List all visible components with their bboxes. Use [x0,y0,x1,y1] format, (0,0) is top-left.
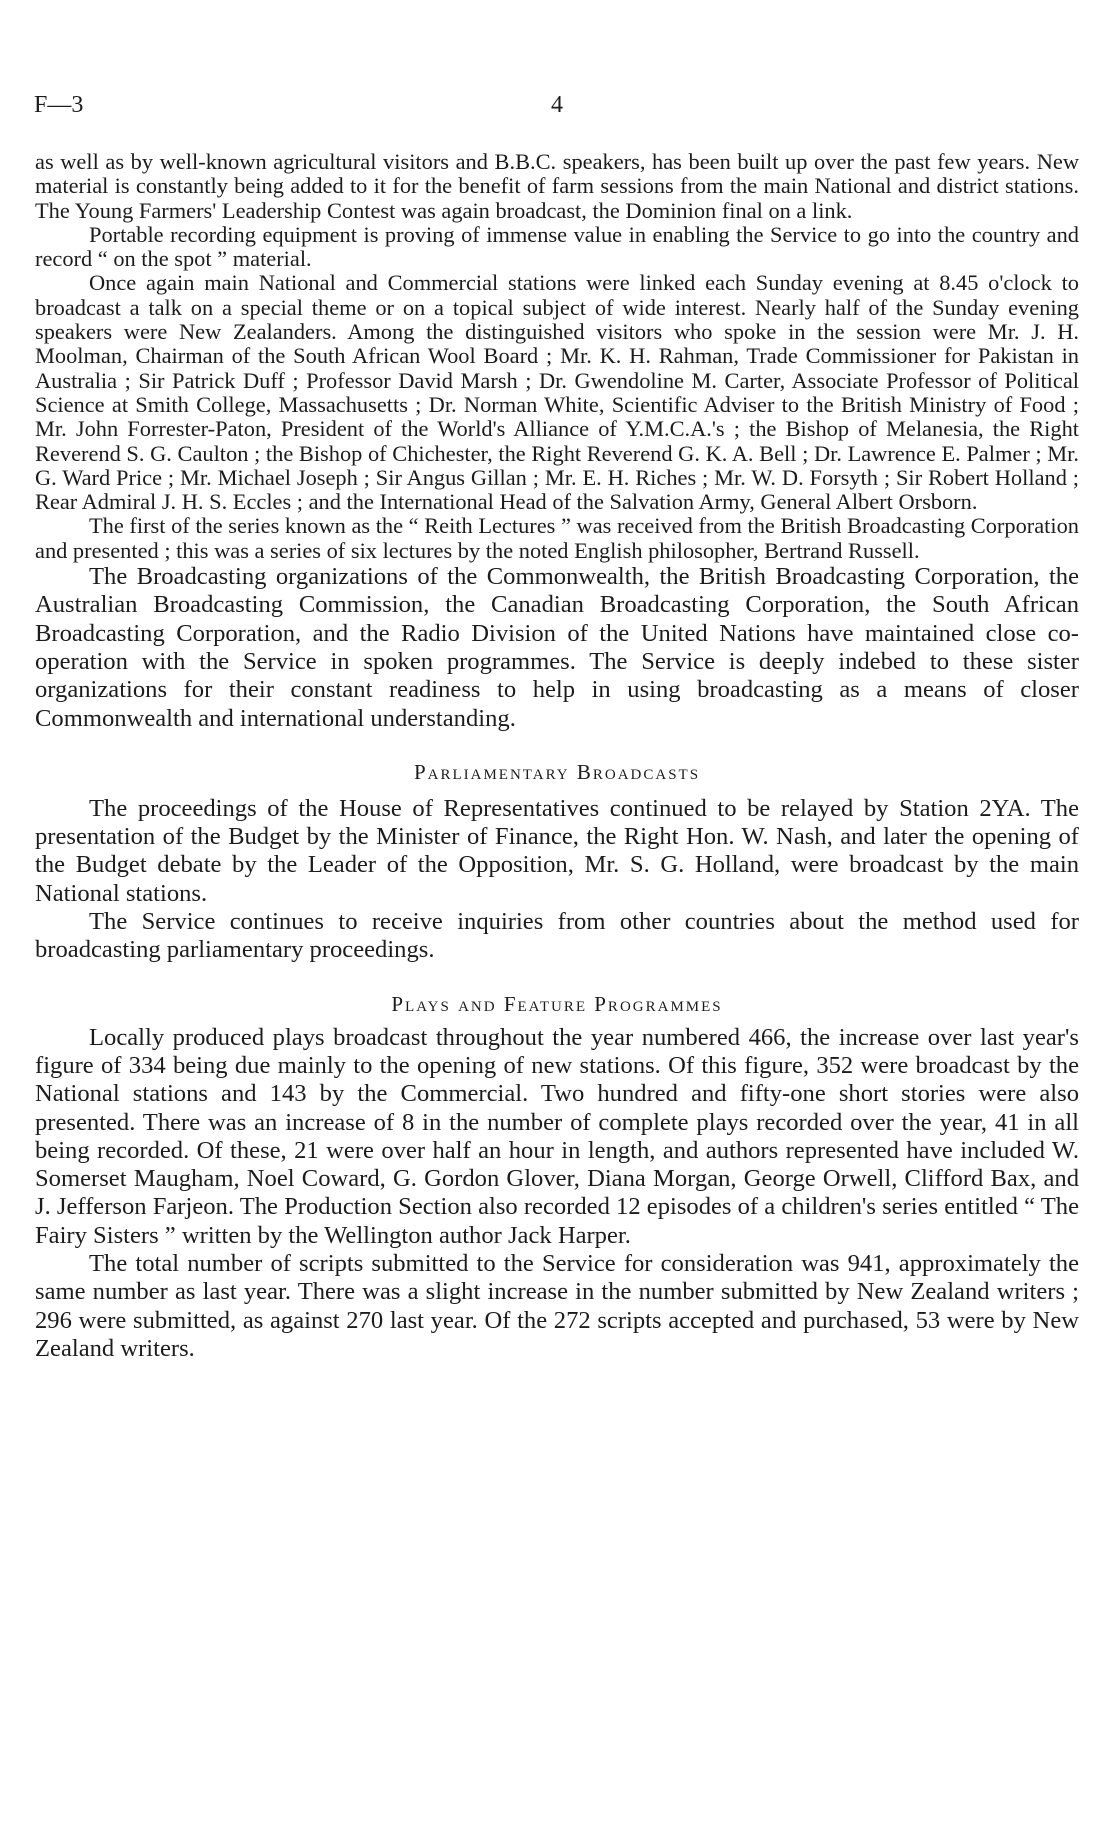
paragraph-farm-sessions-continued: as well as by well-known agricultural visitors and B.B.C. speakers, has been built up over the past few years. New material is constantly being added to it for the benefit of farm sessions from the main National and district stations. The Young Farmers' Leadership Contest was again broadcast, the Dominion final on a link. [35,149,1079,223]
section-heading-parliamentary: Parliamentary Broadcasts [413,759,701,784]
paragraph-scripts-submitted: The total number of scripts submitted to the Service for consideration was 941, approximately the same number as last year. There was a slight increase in the number submitted by New Zealand writers ; 296 were submitted, as against 270 last year. Of the 272 scripts accepted and purchased, 53 were by New Zealand writers. [35,1249,1079,1362]
page-number: 4 [551,92,563,118]
section-heading-plays: Plays and Feature Programmes [391,991,723,1016]
paragraph-sunday-talks: Once again main National and Commercial stations were linked each Sunday evening at 8.45 o'clock to broadcast a talk on a special theme or on a topical subject of wide interest. Nearly half of the Sunday evening speakers were New Zealanders. Among the distinguished visitors who spoke in the session were Mr. J. H. Moolman, Chairman of the South African Wool Board ; Mr. K. H. Rahman, Trade Commissioner for Pakistan in Australia ; Sir Patrick Duff ; Professor David Marsh ; Dr. Gwendoline M. Carter, Associate Professor of Political Science at Smith College, Massachusetts ; Dr. Norman White, Scientific Adviser to the British Ministry of Food ; Mr. John Forrester-Paton, President of the World's Alliance of Y.M.C.A.'s ; the Bishop of Melanesia, the Right Reverend S. G. Caulton ; the Bishop of Chichester, the Right Reverend G. K. A. Bell ; Dr. Lawrence E. Palmer ; Mr. G. Ward Price ; Mr. Michael Joseph ; Sir Angus Gillan ; Mr. E. H. Riches ; Mr. W. D. Forsyth ; Sir Robert Holland ; Rear Admiral J. H. S. Eccles ; and the International Head of the Salvation Army, General Albert Orsborn. [35,270,1079,515]
paragraph-plays-broadcast: Locally produced plays broadcast throughout the year numbered 466, the increase over last year's figure of 334 being due mainly to the opening of new stations. Of this figure, 352 were broadcast by the National stations and 143 by the Commercial. Two hundred and fifty-one short stories were also presented. There was an increase of 8 in the number of complete plays recorded over the year, 41 in all being recorded. Of these, 21 were over half an hour in length, and authors represented have included W. Somerset Maugham, Noel Coward, G. Gordon Glover, Diana Morgan, George Orwell, Clifford Bax, and J. Jefferson Farjeon. The Production Section also recorded 12 episodes of a children's series entitled “ The Fairy Sisters ” written by the Wellington author Jack Harper. [35,1023,1079,1249]
page-body [35,150,1079,1363]
paragraph-parliament-proceedings: The proceedings of the House of Representatives continued to be relayed by Station 2YA. The presentation of the Budget by the Minister of Finance, the Right Hon. W. Nash, and later the opening of the Budget debate by the Leader of the Opposition, Mr. S. G. Holland, were broadcast by the main National stations. [35,794,1079,907]
paragraph-commonwealth-cooperation: The Broadcasting organizations of the Commonwealth, the British Broadcasting Corporation, the Australian Broadcasting Commission, the Canadian Broadcasting Corporation, the South African Broadcasting Corporation, and the Radio Division of the United Nations have maintained close co-operation with the Service in spoken programmes. The Service is deeply indebed to these sister organizations for their constant readiness to help in using broadcasting as a means of closer Commonwealth and international understanding. [35,563,1079,732]
document-reference: F—3 [34,92,84,118]
paragraph-parliament-inquiries: The Service continues to receive inquiries from other countries about the method used for broadcasting parliamentary proceedings. [35,908,1079,964]
paragraph-reith-lectures: The first of the series known as the “ Reith Lectures ” was received from the British Broadcasting Corporation and presented ; this was a series of six lectures by the noted English philosopher, Bertrand Russell. [35,513,1079,563]
running-header [34,92,1080,122]
paragraph-portable-recording: Portable recording equipment is proving of immense value in enabling the Service to go into the country and record “ on the spot ” material. [35,221,1079,272]
